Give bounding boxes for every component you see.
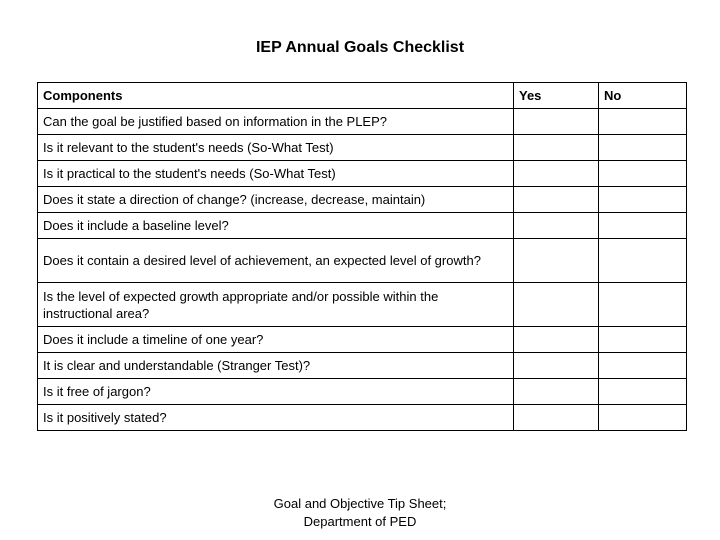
table-row bbox=[38, 405, 687, 431]
table-row bbox=[38, 135, 687, 161]
table-row bbox=[38, 161, 687, 187]
yes-cell[interactable] bbox=[514, 135, 599, 161]
yes-cell[interactable] bbox=[514, 187, 599, 213]
table-row bbox=[38, 239, 687, 283]
table-row bbox=[38, 187, 687, 213]
component-text: Is it free of jargon? bbox=[38, 379, 514, 405]
yes-cell[interactable] bbox=[514, 213, 599, 239]
table-row bbox=[38, 213, 687, 239]
yes-cell[interactable] bbox=[514, 405, 599, 431]
no-cell[interactable] bbox=[599, 327, 687, 353]
component-text: Can the goal be justified based on information in the PLEP? bbox=[38, 109, 514, 135]
component-text: Is it positively stated? bbox=[38, 405, 514, 431]
footer-line-1: Goal and Objective Tip Sheet; bbox=[273, 496, 447, 511]
component-text: It is clear and understandable (Stranger Test)? bbox=[38, 353, 514, 379]
no-cell[interactable] bbox=[599, 187, 687, 213]
component-text: Does it include a baseline level? bbox=[38, 213, 514, 239]
table-row bbox=[38, 379, 687, 405]
no-cell[interactable] bbox=[599, 405, 687, 431]
component-text: Does it include a timeline of one year? bbox=[38, 327, 514, 353]
yes-cell[interactable] bbox=[514, 379, 599, 405]
footer-source bbox=[0, 495, 720, 531]
footer-line-2: Department of PED bbox=[303, 514, 417, 529]
no-cell[interactable] bbox=[599, 109, 687, 135]
no-cell[interactable] bbox=[599, 161, 687, 187]
yes-cell[interactable] bbox=[514, 161, 599, 187]
yes-cell[interactable] bbox=[514, 353, 599, 379]
yes-cell[interactable] bbox=[514, 327, 599, 353]
component-text: Is the level of expected growth appropriate and/or possible within the instructional area? bbox=[38, 283, 514, 327]
table-row bbox=[38, 283, 687, 327]
header-yes: Yes bbox=[514, 83, 599, 109]
component-text: Is it practical to the student's needs (So-What Test) bbox=[38, 161, 514, 187]
page-title: IEP Annual Goals Checklist bbox=[255, 39, 465, 56]
component-text: Is it relevant to the student's needs (So-What Test) bbox=[38, 135, 514, 161]
yes-cell[interactable] bbox=[514, 109, 599, 135]
component-text: Does it contain a desired level of achievement, an expected level of growth? bbox=[38, 239, 514, 283]
no-cell[interactable] bbox=[599, 135, 687, 161]
component-text: Does it state a direction of change? (increase, decrease, maintain) bbox=[38, 187, 514, 213]
yes-cell[interactable] bbox=[514, 283, 599, 327]
header-no: No bbox=[599, 83, 687, 109]
table-row bbox=[38, 353, 687, 379]
no-cell[interactable] bbox=[599, 239, 687, 283]
table-row bbox=[38, 327, 687, 353]
yes-cell[interactable] bbox=[514, 239, 599, 283]
no-cell[interactable] bbox=[599, 353, 687, 379]
header-components: Components bbox=[38, 83, 514, 109]
goals-checklist-table bbox=[37, 82, 687, 431]
table-header-row bbox=[38, 83, 687, 109]
table-row bbox=[38, 109, 687, 135]
no-cell[interactable] bbox=[599, 283, 687, 327]
no-cell[interactable] bbox=[599, 213, 687, 239]
no-cell[interactable] bbox=[599, 379, 687, 405]
